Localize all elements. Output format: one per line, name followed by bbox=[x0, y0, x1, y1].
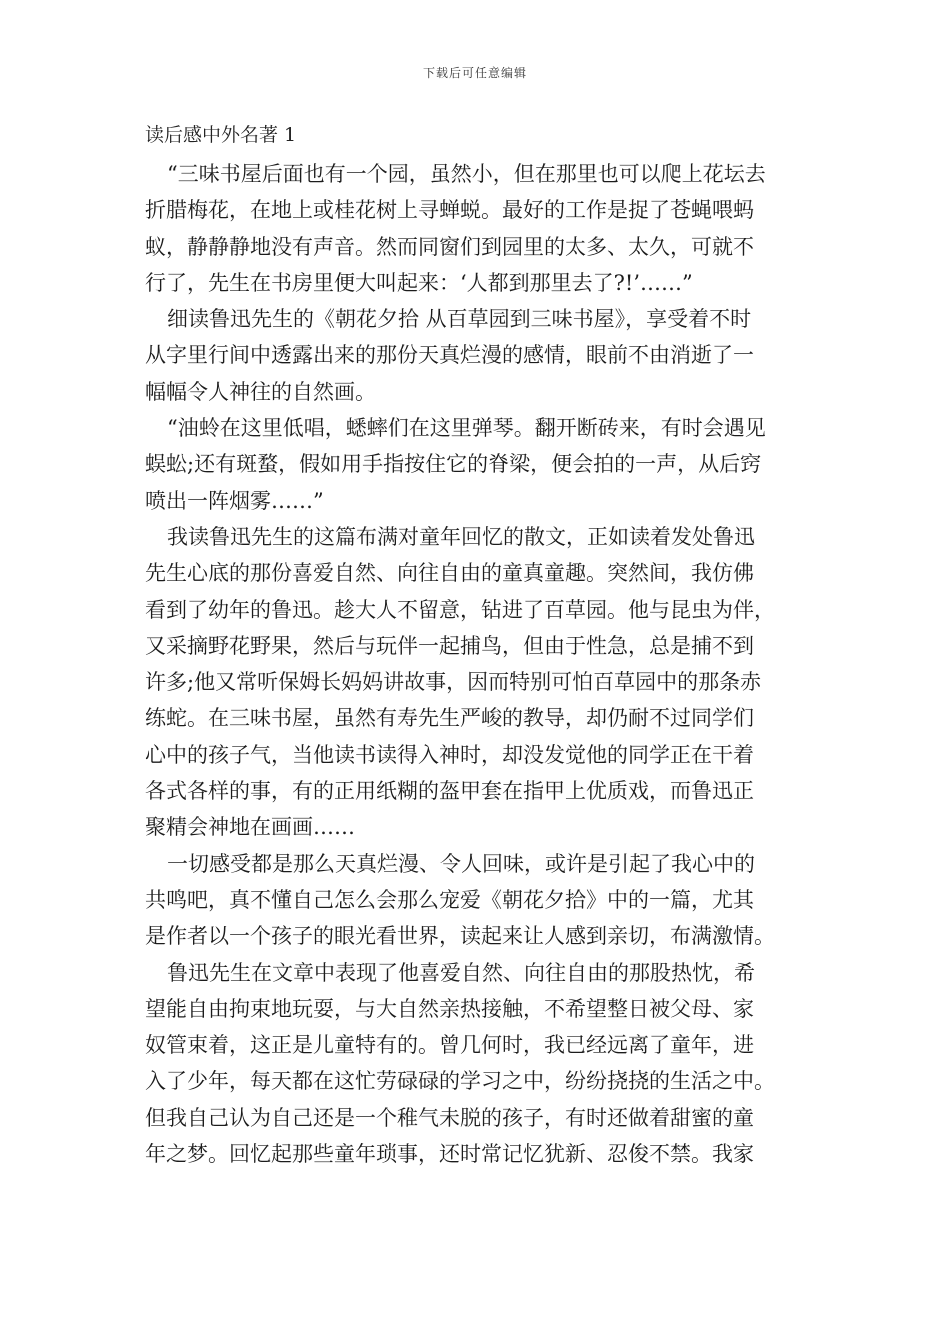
text-line: 又采摘野花野果，然后与玩伴一起捕鸟，但由于性急，总是捕不到 bbox=[145, 633, 754, 658]
text-line: 从字里行间中透露出来的那份天真烂漫的感情，眼前不由消逝了一 bbox=[145, 343, 754, 368]
text-line: 看到了幼年的鲁迅。趁大人不留意，钻进了百草园。他与昆虫为伴， bbox=[145, 597, 775, 622]
text-line: 鲁迅先生在文章中表现了他喜爱自然、向往自由的那股热忱，希 bbox=[167, 960, 755, 985]
text-line: “三味书屋后面也有一个园，虽然小，但在那里也可以爬上花坛去 bbox=[167, 162, 766, 186]
text-line: 聚精会神地在画画…… bbox=[145, 815, 355, 840]
text-line: 各式各样的事，有的正用纸糊的盔甲套在指甲上优质戏，而鲁迅正 bbox=[145, 779, 754, 804]
text-line: 许多;他又常听保姆长妈妈讲故事，因而特别可怕百草园中的那条赤 bbox=[145, 670, 762, 695]
text-line: 共鸣吧，真不懂自己怎么会那么宠爱《朝花夕拾》中的一篇，尤其 bbox=[145, 887, 754, 912]
document-body bbox=[145, 156, 815, 1172]
text-line: 练蛇。在三味书屋，虽然有寿先生严峻的教导，却仍耐不过同学们 bbox=[145, 706, 754, 731]
text-line: 行了，先生在书房里便大叫起来：‘人都到那里去了?!’……” bbox=[145, 270, 693, 295]
text-line: 喷出一阵烟雾……” bbox=[145, 488, 324, 513]
text-line: 望能自由拘束地玩耍，与大自然亲热接触，不希望整日被父母、家 bbox=[145, 996, 754, 1021]
text-line: 先生心底的那份喜爱自然、向往自由的童真童趣。突然间，我仿佛 bbox=[145, 561, 754, 586]
text-line: “油蛉在这里低唱，蟋蟀们在这里弹琴。翻开断砖来，有时会遇见 bbox=[167, 416, 766, 441]
text-line: 折腊梅花，在地上或桂花树上寻蝉蜕。最好的工作是捉了苍蝇喂蚂 bbox=[145, 198, 754, 223]
text-line: 一切感受都是那么天真烂漫、令人回味，或许是引起了我心中的 bbox=[167, 851, 755, 876]
text-line: 入了少年，每天都在这忙劳碌碌的学习之中，纷纷挠挠的生活之中。 bbox=[145, 1069, 775, 1094]
text-line: 年之梦。回忆起那些童年琐事，还时常记忆犹新、忍俊不禁。我家 bbox=[145, 1142, 754, 1167]
text-line: 心中的孩子气，当他读书读得入神时，却没发觉他的同学正在干着 bbox=[145, 742, 754, 767]
page-header: 下载后可任意编辑 bbox=[422, 66, 527, 80]
text-line: 是作者以一个孩子的眼光看世界，读起来让人感到亲切，布满激情。 bbox=[145, 924, 775, 949]
text-line: 蜈蚣;还有斑蝥，假如用手指按住它的脊梁，便会拍的一声，从后窍 bbox=[145, 452, 762, 477]
text-line: 但我自己认为自己还是一个稚气未脱的孩子，有时还做着甜蜜的童 bbox=[145, 1105, 754, 1130]
text-line: 奴管束着，这正是儿童特有的。曾几何时，我已经远离了童年，进 bbox=[145, 1033, 754, 1058]
text-line: 我读鲁迅先生的这篇布满对童年回忆的散文，正如读着发处鲁迅 bbox=[167, 524, 755, 549]
text-line: 幅幅令人神往的自然画。 bbox=[145, 379, 376, 404]
document-title: 读后感中外名著 1 bbox=[145, 124, 297, 146]
text-line: 细读鲁迅先生的《朝花夕拾 从百草园到三味书屋》，享受着不时 bbox=[167, 307, 752, 332]
text-line: 蚁，静静静地没有声音。然而同窗们到园里的太多、太久，可就不 bbox=[145, 234, 754, 259]
